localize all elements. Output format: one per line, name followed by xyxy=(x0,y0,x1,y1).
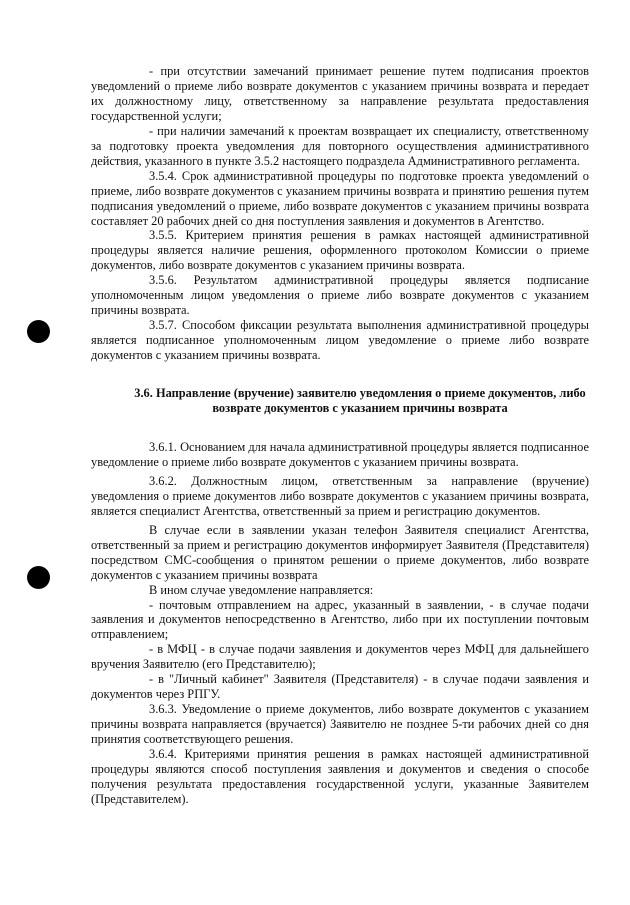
list-item-mfc: - в МФЦ - в случае подачи заявления и документов через МФЦ для дальнейшего вручения Заявителю (его Представителю); xyxy=(91,642,589,672)
paragraph-otherwise: В ином случае уведомление направляется: xyxy=(149,582,374,597)
paragraph-3-6-1: 3.6.1. Основанием для начала административной процедуры является подписанное уведомление о приеме либо возврате документов с указанием причины возврата. xyxy=(91,439,589,469)
punch-hole-top xyxy=(27,320,50,343)
paragraph-with-remarks: - при наличии замечаний к проектам возвращает их специалисту, ответственному за подготовку проекта уведомления для повторного осуществления административного действия, указанного в пункте 3.5.2 настоящего подраздела Административного регламента. xyxy=(91,123,589,168)
document-page xyxy=(91,64,589,807)
paragraph-3-6-3: 3.6.3. Уведомление о приеме документов, либо возврате документов с указанием причины возврата направляется (вручается) Заявителю не позднее 5-ти рабочих дней со дня принятия соответствующего решения. xyxy=(91,702,589,747)
paragraph-3-6-4: 3.6.4. Критериями принятия решения в рамках настоящей административной процедуры являются способ поступления заявления и документов и сведения о способе получения результата предоставления государственной услуги, указанные Заявителем (Представителем). xyxy=(91,747,589,806)
paragraph-3-5-4: 3.5.4. Срок административной процедуры по подготовке проекта уведомлений о приеме, либо возврате документов с указанием причины возврата и принятию решения путем подписания уведомлений о приеме, либо возврате документов с указанием причины возврата составляет 20 рабочих дней со дня поступления заявления и документов в Агентство. xyxy=(91,168,589,228)
paragraph-3-5-6: 3.5.6. Результатом административной процедуры является подписание уполномоченным лицом уведомления о приеме либо возврате документов с указанием причины возврата. xyxy=(91,273,589,318)
punch-hole-bottom xyxy=(27,566,50,589)
paragraph-3-6-2: 3.6.2. Должностным лицом, ответственным за направление (вручение) уведомления о приеме документов либо возврате документов с указанием причины возврата, является специалист Агентства, ответственный за прием и регистрацию документов. xyxy=(91,473,589,518)
paragraph-3-5-5: 3.5.5. Критерием принятия решения в рамках настоящей административной процедуры является наличие решения, оформленного протоколом Комиссии о приеме документов, либо возврате документов с указанием причины возврата. xyxy=(91,228,589,273)
list-item-cabinet: - в "Личный кабинет" Заявителя (Представителя) - в случае подачи заявления и документов через РПГУ. xyxy=(91,672,589,702)
paragraph-3-5-7: 3.5.7. Способом фиксации результата выполнения административной процедуры является подписанное уполномоченным лицом уведомление о приеме либо возврате документов с указанием причины возврата. xyxy=(91,318,589,363)
paragraph-no-remarks: - при отсутствии замечаний принимает решение путем подписания проектов уведомлений о приеме либо возврате документов с указанием причины возврата и передает их должностному лицу, ответственному за направление результата предоставления государственной услуги; xyxy=(91,64,589,123)
section-heading-3-6: 3.6. Направление (вручение) заявителю уведомления о приеме документов, либо возврате документов с указанием причины возврата xyxy=(134,386,586,416)
list-item-post: - почтовым отправлением на адрес, указанный в заявлении, - в случае подачи заявления и документов непосредственно в Агентство, либо при их поступлении почтовым отправлением; xyxy=(91,597,589,642)
paragraph-sms-notice: В случае если в заявлении указан телефон Заявителя специалист Агентства, ответственный за прием и регистрацию документов информирует Заявителя (Представителя) посредством СМС-сообщения о принятом решении о приеме документов, либо возврате документов с указанием причины возврата xyxy=(91,522,589,582)
